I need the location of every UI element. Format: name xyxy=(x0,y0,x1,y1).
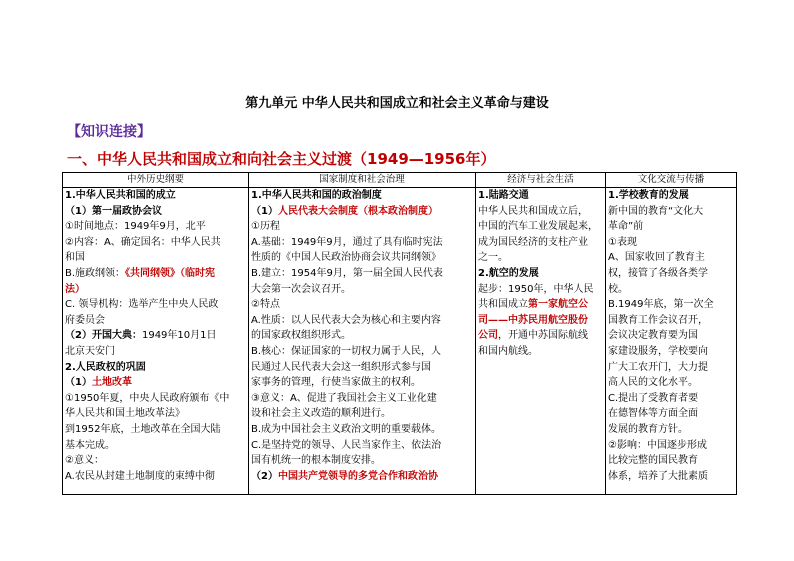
cell-line: ②意义： xyxy=(65,455,104,467)
cell-text-run: 人民代表大会制度（根本政治制度） xyxy=(277,205,438,217)
unit-title: 第九单元 中华人民共和国成立和社会主义革命与建设 xyxy=(245,96,549,111)
cell-line: ①1950年夏，中央人民政府颁布《中 xyxy=(65,392,230,404)
table-cell-culture xyxy=(606,188,737,495)
cell-text-run: （2）开国大典： xyxy=(65,330,142,342)
table-cell-economy xyxy=(476,188,606,495)
cell-line: 基本完成。 xyxy=(65,439,115,451)
cell-text-run: 1949年10月1日 xyxy=(141,330,217,342)
cell-line: 到1952年底，土地改革在全国大陆 xyxy=(65,423,221,435)
table-cell-history xyxy=(63,188,249,495)
cell-line: 府委员会 xyxy=(65,314,105,326)
cell-line: 设和社会主义改造的顺利进行。 xyxy=(251,408,391,420)
col-header-institutions: 国家制度和社会治理 xyxy=(249,173,476,188)
cell-line: C. 领导机构：选举产生中央人民政 xyxy=(65,299,219,311)
cell-text-run: （1） xyxy=(251,205,278,217)
cell-line xyxy=(65,328,246,344)
cell-text-run: 共和国成立 xyxy=(478,299,528,311)
cell-line: 1.中华人民共和国的成立 xyxy=(65,190,176,201)
cell-line: C.是坚持党的领导、人民当家作主、依法治 xyxy=(251,439,442,451)
cell-line: 革命”前 xyxy=(608,221,644,233)
cell-line: （1）第一届政协会议 xyxy=(65,205,162,217)
cell-line: ②影响：中国逐步形成 xyxy=(608,439,707,451)
cell-line: 发展的教育方针。 xyxy=(608,423,688,435)
cell-line: B.核心：保证国家的一切权力属于人民，人 xyxy=(251,345,442,357)
cell-line xyxy=(65,375,246,391)
cell-line xyxy=(478,328,603,344)
cell-line: ①表现 xyxy=(608,236,637,248)
cell-line: 成为国民经济的支柱产业 xyxy=(478,236,588,248)
cell-line: 司——中苏民用航空股份 xyxy=(478,314,588,326)
table-row xyxy=(63,188,737,495)
cell-line: 国教育工作会议召开， xyxy=(608,314,708,326)
cell-text-run: ，开通中苏国际航线 xyxy=(498,330,588,342)
cell-line: A.基础：1949年9月，通过了具有临时宪法 xyxy=(251,236,443,248)
cell-line: 法） xyxy=(65,283,85,295)
cell-line: A、国家收回了教育主 xyxy=(608,252,705,264)
cell-text-run: B.施政纲领： xyxy=(65,267,126,279)
cell-text-run: 中国共产党领导的多党合作和政治协 xyxy=(277,470,438,482)
col-header-history: 中外历史纲要 xyxy=(63,173,249,188)
cell-line: ②特点 xyxy=(251,299,280,311)
cell-line: 的国家政权组织形式。 xyxy=(251,330,351,342)
cell-line: ③意义：A、促进了我国社会主义工业化建 xyxy=(251,392,437,404)
cell-line: 会议决定教育要为国 xyxy=(608,330,698,342)
cell-line: 体系，培养了大批素质 xyxy=(608,470,708,482)
cell-line: 比较完整的国民教育 xyxy=(608,455,698,467)
cell-line xyxy=(251,204,473,220)
cell-line: 家事务的管理，行使当家做主的权利。 xyxy=(251,377,421,389)
col-header-economy: 经济与社会生活 xyxy=(476,173,606,188)
cell-line: 起步：1950年，中华人民 xyxy=(478,283,594,295)
cell-text-run: （2） xyxy=(251,470,278,482)
cell-line: 中华人民共和国成立后， xyxy=(478,205,588,217)
cell-line: 在德智体等方面全面 xyxy=(608,408,698,420)
cell-line: A.农民从封建土地制度的束缚中彻 xyxy=(65,470,215,482)
cell-line: 性质的《中国人民政治协商会议共同纲领》 xyxy=(251,252,441,264)
cell-line: 家建设服务，学校要向 xyxy=(608,345,708,357)
cell-line: 广大工农开门，大力提 xyxy=(608,361,708,373)
cell-line: A.性质：以人民代表大会为核心和主要内容 xyxy=(251,314,441,326)
knowledge-table xyxy=(62,172,737,495)
cell-text-run: 土地改革 xyxy=(91,377,132,389)
cell-text-run: 第一家航空公 xyxy=(528,299,588,311)
cell-line: 2.航空的发展 xyxy=(478,267,539,279)
knowledge-heading: 【知识连接】 xyxy=(67,124,151,140)
cell-line: B.成为中国社会主义政治文明的重要载体。 xyxy=(251,423,442,435)
table-cell-institutions xyxy=(249,188,476,495)
cell-line: 和国内航线。 xyxy=(478,345,538,357)
section-heading: 一、中华人民共和国成立和向社会主义过渡（1949—1956年） xyxy=(67,150,496,168)
cell-line: 校。 xyxy=(608,283,628,295)
cell-line: B.1949年底，第一次全 xyxy=(608,299,714,311)
cell-line: B.建立：1954年9月，第一届全国人民代表 xyxy=(251,267,443,279)
cell-line xyxy=(251,469,473,485)
cell-text-run: 公司 xyxy=(478,330,498,342)
cell-line: 1.陆路交通 xyxy=(478,190,529,201)
cell-line xyxy=(478,297,603,313)
cell-line: ②内容：A、确定国名：中华人民共 xyxy=(65,236,221,248)
cell-line: 北京天安门 xyxy=(65,345,115,357)
table-header-row xyxy=(63,173,737,188)
cell-line: 大会第一次会议召开。 xyxy=(251,283,351,295)
cell-line: 高人民的文化水平。 xyxy=(608,377,698,389)
cell-line: 中国的汽车工业发展起来， xyxy=(478,221,598,233)
cell-line: ①时间地点：1949年9月，北平 xyxy=(65,221,206,233)
cell-line: 1.学校教育的发展 xyxy=(608,190,689,201)
cell-line: 2.人民政权的巩固 xyxy=(65,361,146,373)
cell-line: 民通过人民代表大会这一组织形式参与国 xyxy=(251,361,431,373)
col-header-culture: 文化交流与传播 xyxy=(606,173,737,188)
cell-line: 权，接管了各级各类学 xyxy=(608,267,708,279)
cell-line: 1.中华人民共和国的政治制度 xyxy=(251,190,382,201)
cell-text-run: 《共同纲领》（临时宪 xyxy=(125,267,216,279)
cell-line: 和国 xyxy=(65,252,85,264)
cell-line: ①历程 xyxy=(251,221,280,233)
cell-line: C.提出了受教育者要 xyxy=(608,392,699,404)
cell-text-run: （1） xyxy=(65,377,92,389)
cell-line xyxy=(65,266,246,282)
cell-line: 华人民共和国土地改革法》 xyxy=(65,408,185,420)
cell-line: 国有机统一的根本制度安排。 xyxy=(251,455,381,467)
cell-line: 之一。 xyxy=(478,252,508,264)
cell-line: 新中国的教育“文化大 xyxy=(608,205,704,217)
